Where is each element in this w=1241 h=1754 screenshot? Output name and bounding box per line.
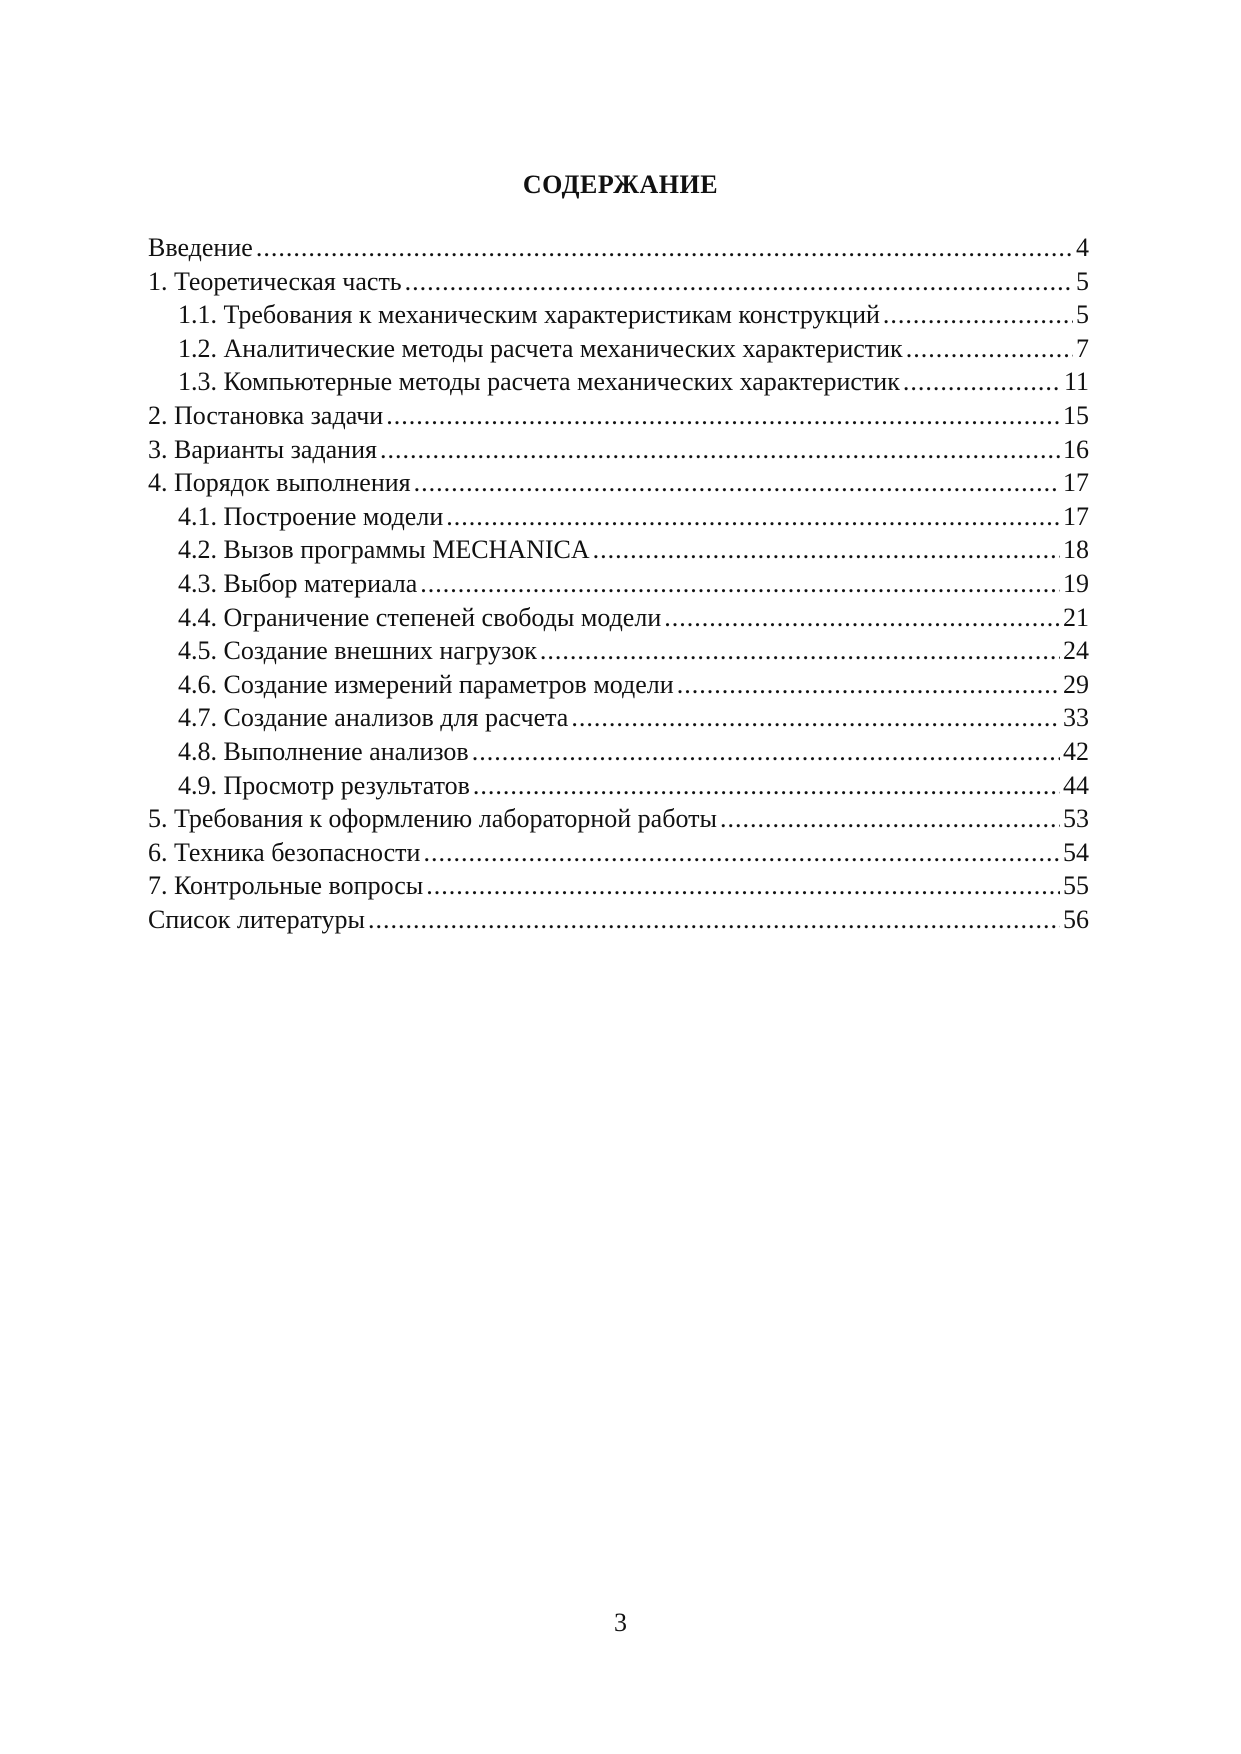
toc-entry-label: 1.1. Требования к механическим характеристикам конструкций <box>178 300 880 330</box>
toc-page-number: 4 <box>1076 233 1089 262</box>
toc-entry-label: 6. Техника безопасности <box>148 837 421 867</box>
toc-dot-leader <box>540 634 1060 668</box>
toc-dot-leader <box>256 231 1073 265</box>
toc-row[interactable] <box>148 466 1089 500</box>
toc-entry-label: 1. Теоретическая часть <box>148 266 402 296</box>
toc-row[interactable] <box>148 500 1089 534</box>
toc-page-number: 54 <box>1063 837 1089 867</box>
toc-row[interactable] <box>148 298 1089 332</box>
toc-dot-leader <box>386 399 1060 433</box>
toc-entry-label: 4.2. Вызов программы MECHANICA <box>178 535 590 565</box>
toc-row[interactable] <box>148 701 1089 735</box>
page-title: СОДЕРЖАНИЕ <box>522 170 719 199</box>
toc-row[interactable] <box>148 231 1089 265</box>
toc-dot-leader <box>593 533 1060 567</box>
toc-dot-leader <box>903 365 1061 399</box>
toc-row[interactable] <box>148 735 1089 769</box>
toc-page-number: 7 <box>1076 333 1089 363</box>
toc-row[interactable] <box>148 533 1089 567</box>
toc-dot-leader <box>423 836 1060 870</box>
toc-dot-leader <box>720 802 1060 836</box>
toc-dot-leader <box>677 668 1060 702</box>
toc-row[interactable] <box>148 802 1089 836</box>
toc-entry-label: 4. Порядок выполнения <box>148 468 411 498</box>
toc-page-number: 19 <box>1063 568 1089 598</box>
toc-entry-label: 1.2. Аналитические методы расчета механических характеристик <box>178 333 903 363</box>
toc-page-number: 33 <box>1063 703 1089 733</box>
toc-entry-label: 4.5. Создание внешних нагрузок <box>178 636 537 666</box>
toc-page-number: 16 <box>1063 434 1089 464</box>
toc-row[interactable] <box>148 433 1089 467</box>
toc-row[interactable] <box>148 634 1089 668</box>
toc-page-number: 24 <box>1063 636 1089 666</box>
toc-page-number: 17 <box>1063 501 1089 531</box>
toc-dot-leader <box>380 433 1060 467</box>
toc-dot-leader <box>446 500 1060 534</box>
toc-row[interactable] <box>148 836 1089 870</box>
toc-page-number: 11 <box>1063 367 1089 397</box>
toc-dot-leader <box>414 466 1060 500</box>
toc-row[interactable] <box>148 769 1089 803</box>
toc-dot-leader <box>906 332 1073 366</box>
toc-entry-label: 4.6. Создание измерений параметров модели <box>178 669 674 699</box>
toc-dot-leader <box>472 735 1060 769</box>
toc-row[interactable] <box>148 567 1089 601</box>
toc-page-number: 5 <box>1076 266 1089 296</box>
toc-row[interactable] <box>148 399 1089 433</box>
toc-dot-leader <box>368 903 1060 937</box>
toc-page-number: 29 <box>1063 669 1089 699</box>
table-of-contents <box>148 231 1089 936</box>
toc-page-number: 56 <box>1063 904 1089 934</box>
toc-page-number: 42 <box>1063 736 1089 766</box>
toc-entry-label: 4.7. Создание анализов для расчета <box>178 703 569 733</box>
toc-page-number: 44 <box>1063 770 1089 800</box>
toc-row[interactable] <box>148 601 1089 635</box>
page-number: 3 <box>614 1608 627 1637</box>
toc-dot-leader <box>420 567 1060 601</box>
toc-dot-leader <box>405 265 1073 299</box>
toc-page-number: 53 <box>1063 804 1089 834</box>
toc-entry-label: 7. Контрольные вопросы <box>148 871 424 901</box>
toc-entry-label: 1.3. Компьютерные методы расчета механических характеристик <box>178 367 900 397</box>
toc-row[interactable] <box>148 365 1089 399</box>
toc-entry-label: 4.1. Построение модели <box>178 501 444 531</box>
toc-page-number: 15 <box>1063 400 1089 430</box>
toc-dot-leader <box>664 601 1060 635</box>
toc-page-number: 21 <box>1063 602 1089 632</box>
toc-entry-label: 4.3. Выбор материала <box>178 568 418 598</box>
toc-page-number: 5 <box>1076 300 1089 330</box>
toc-page-number: 18 <box>1063 535 1089 565</box>
toc-dot-leader <box>426 869 1060 903</box>
toc-entry-label: 5. Требования к оформлению лабораторной работы <box>148 804 717 834</box>
toc-row[interactable] <box>148 903 1089 937</box>
toc-page-number: 17 <box>1063 468 1089 498</box>
toc-dot-leader <box>883 298 1073 332</box>
toc-entry-label: 4.9. Просмотр результатов <box>178 770 470 800</box>
toc-page-number: 55 <box>1063 871 1089 901</box>
toc-entry-label: 2. Постановка задачи <box>148 400 384 430</box>
toc-dot-leader <box>473 769 1060 803</box>
toc-row[interactable] <box>148 332 1089 366</box>
toc-entry-label: 4.8. Выполнение анализов <box>178 736 469 766</box>
toc-entry-label: 4.4. Ограничение степеней свободы модели <box>178 602 662 632</box>
toc-entry-label: 3. Варианты задания <box>148 434 377 464</box>
toc-entry-label: Список литературы <box>148 904 365 934</box>
toc-row[interactable] <box>148 668 1089 702</box>
toc-row[interactable] <box>148 265 1089 299</box>
toc-dot-leader <box>571 701 1060 735</box>
toc-row[interactable] <box>148 869 1089 903</box>
toc-entry-label: Введение <box>148 233 253 262</box>
